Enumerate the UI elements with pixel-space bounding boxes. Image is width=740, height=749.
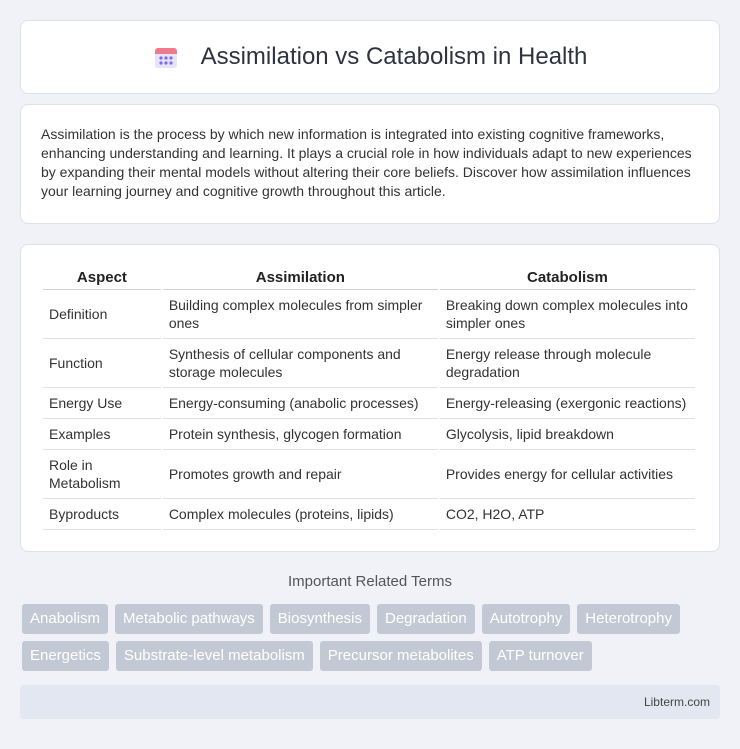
comparison-card [20,244,720,552]
table-cell: Energy-consuming (anabolic processes) [163,388,438,419]
table-cell: Function [43,339,161,388]
table-cell: Byproducts [43,499,161,530]
tag-atp-turnover[interactable]: ATP turnover [489,641,592,671]
table-cell: Energy Use [43,388,161,419]
tag-metabolic-pathways[interactable]: Metabolic pathways [115,604,263,634]
tag-biosynthesis[interactable]: Biosynthesis [270,604,370,634]
intro-card [20,104,720,224]
table-row [43,290,695,339]
calendar-icon [153,44,179,70]
footer-brand-link[interactable]: Libterm.com [643,695,710,709]
table-cell: Energy release through molecule degradation [440,339,695,388]
column-header-assimilation: Assimilation [163,265,438,290]
table-row [43,499,695,530]
table-row [43,450,695,499]
table-cell: Provides energy for cellular activities [440,450,695,499]
table-cell: Energy-releasing (exergonic reactions) [440,388,695,419]
table-row [43,388,695,419]
footer [20,685,720,719]
table-cell: Glycolysis, lipid breakdown [440,419,695,450]
tag-degradation[interactable]: Degradation [377,604,475,634]
tag-heterotrophy[interactable]: Heterotrophy [577,604,680,634]
table-cell: Definition [43,290,161,339]
tag-substrate-level-metabolism[interactable]: Substrate-level metabolism [116,641,313,671]
table-cell: Complex molecules (proteins, lipids) [163,499,438,530]
column-header-aspect: Aspect [43,265,161,290]
tag-anabolism[interactable]: Anabolism [22,604,108,634]
comparison-table [41,265,697,530]
related-terms-list [22,604,722,671]
tag-energetics[interactable]: Energetics [22,641,109,671]
table-row [43,419,695,450]
header-card [20,20,720,94]
table-cell: Examples [43,419,161,450]
tag-autotrophy[interactable]: Autotrophy [482,604,571,634]
table-cell: Breaking down complex molecules into simpler ones [440,290,695,339]
page-title: Assimilation vs Catabolism in Health [200,43,588,70]
tag-precursor-metabolites[interactable]: Precursor metabolites [320,641,482,671]
table-cell: CO2, H2O, ATP [440,499,695,530]
table-cell: Protein synthesis, glycogen formation [163,419,438,450]
table-row [43,339,695,388]
table-cell: Synthesis of cellular components and storage molecules [163,339,438,388]
intro-text: Assimilation is the process by which new information is integrated into existing cognitive frameworks, enhancing understanding and learning. It plays a crucial role in how individuals adapt to new experiences by expanding their mental models without altering their core beliefs. Discover how assimilation influences your learning journey and cognitive growth throughout this article. [41,126,692,199]
table-cell: Building complex molecules from simpler ones [163,290,438,339]
related-terms-title: Important Related Terms [288,573,452,590]
table-cell: Promotes growth and repair [163,450,438,499]
table-cell: Role in Metabolism [43,450,161,499]
column-header-catabolism: Catabolism [440,265,695,290]
